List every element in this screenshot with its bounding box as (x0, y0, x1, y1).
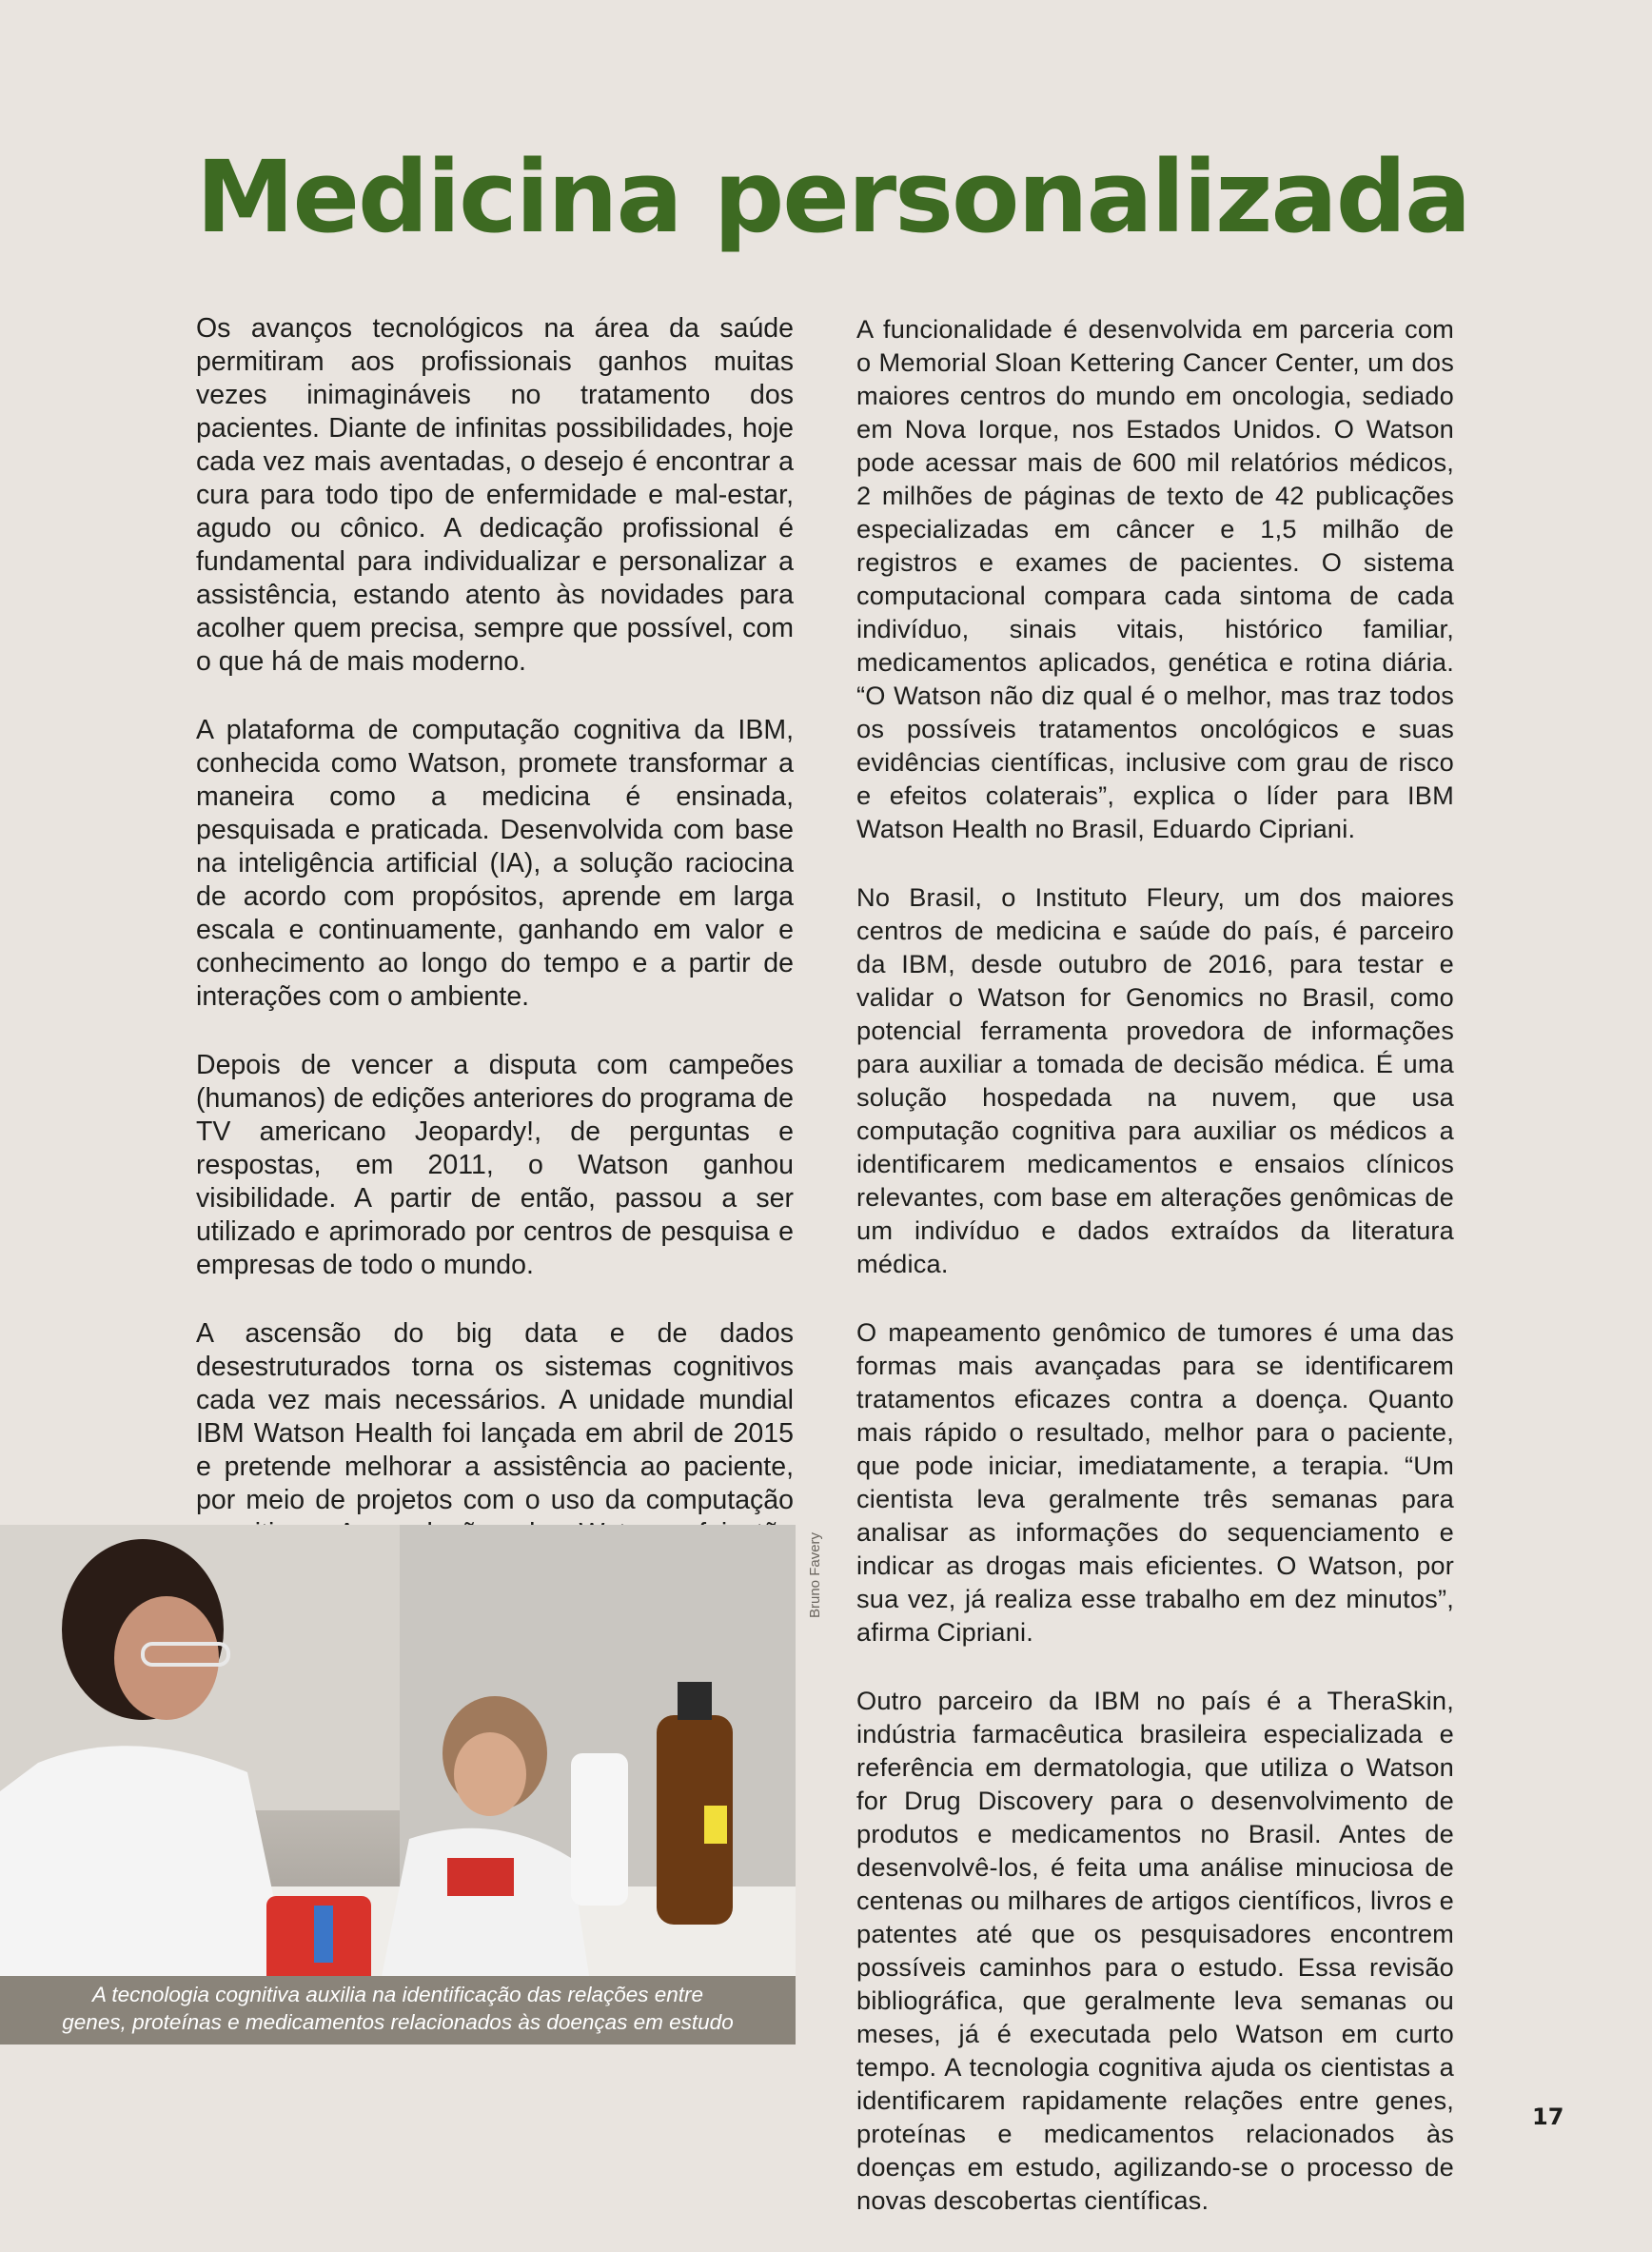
paragraph: No Brasil, o Instituto Fleury, um dos maiores centros de medicina e saúde do país, é parceiro da IBM, desde outubro de 2016, para testar e validar o Watson for Genomics no Brasil, como potencial ferramenta provedora de informações para auxiliar a tomada de decisão médica. É uma solução hospedada na nuvem, que usa computação cognitiva para auxiliar os médicos a identificarem medicamentos e ensaios clínicos relevantes, com base em alterações genômicas de um indivíduo e dados extraídos da literatura médica. (856, 882, 1454, 1278)
left-column (196, 312, 794, 1719)
paragraph: A ascensão do big data e de dados desestruturados torna os sistemas cognitivos cada vez mais necessários. A unidade mundial IBM Watson Health foi lançada em abril de 2015 e pretende melhorar a assistência ao paciente, por meio de projetos com o uso da computação (196, 1318, 794, 1515)
caption-line: genes, proteínas e medicamentos relacionados às doenças em estudo (62, 2010, 734, 2034)
right-column (856, 312, 1454, 2252)
photo-credit: Bruno Favery (807, 1531, 823, 1618)
paragraph: A plataforma de computação cognitiva da IBM, conhecida como Watson, promete transformar a maneira como a medicina é ensinada, pesquisada e praticada. Desenvolvida com base na inteligência artificial (IA), a solução raciocina de acordo com propósitos, aprende em larga escala e continuamente, ganhando em valor e conhecimento ao longo do tempo e a partir de interações com o ambiente. (196, 715, 794, 1012)
paragraph: Os avanços tecnológicos na área da saúde permitiram aos profissionais ganhos muitas vezes inimagináveis no tratamento dos pacientes. Diante de infinitas possibilidades, hoje cada vez mais aventadas, o desejo é encontrar a cura para todo tipo de enfermidade e mal-estar, agudo ou cônico. A dedicação profissional é fundamental para individualizar e personalizar a assistência, estando atento às novidades para acolher quem precisa, sempre que possível, com o que há de mais moderno. (196, 313, 794, 677)
caption-line: A tecnologia cognitiva auxilia na identificação das relações entre (91, 1983, 704, 2006)
paragraph: O mapeamento genômico de tumores é uma das formas mais avançadas para se identificarem tratamentos eficazes contra a doença. Quanto mais rápido o resultado, melhor para o paciente, que pode iniciar, imediatamente, a terapia. “Um cientista leva geralmente três semanas para analisar as informações do sequenciamento e indicar as drogas mais eficientes. O Watson, por sua vez, já realiza esse trabalho em dez minutos”, afirma Cipriani. (856, 1317, 1454, 1647)
page-title: Medicina personalizada (196, 139, 1470, 255)
lab-photo (0, 1525, 796, 2045)
paragraph: Depois de vencer a disputa com campeões (humanos) de edições anteriores do programa de TV americano Jeopardy!, de perguntas e respostas, em 2011, o Watson ganhou visibilidade. A partir de então, passou a ser utilizado e aprimorado por centros de pesquisa e empresas de todo o mundo. (196, 1050, 794, 1280)
paragraph: A funcionalidade é desenvolvida em parceria com o Memorial Sloan Kettering Cancer Center, um dos maiores centros do mundo em oncologia, sediado em Nova Iorque, nos Estados Unidos. O Watson pode acessar mais de 600 mil relatórios médicos, 2 milhões de páginas de texto de 42 publicações especializadas em câncer e 1,5 milhão de registros e exames de pacientes. O sistema computacional compara cada sintoma de cada indivíduo, sinais vitais, histórico familiar, medicamentos aplicados, genética e rotina diária. “O Watson não diz qual é o melhor, mas traz todos os possíveis tratamentos oncológicos e suas evidências científicas, inclusive com grau de risco e efeitos colaterais”, explica o líder para IBM Watson Health no Brasil, Eduardo Cipriani. (856, 314, 1454, 843)
photo-caption (57, 1981, 738, 2036)
paragraph: Outro parceiro da IBM no país é a TheraSkin, indústria farmacêutica brasileira especializada e referência em dermatologia, que utiliza o Watson for Drug Discovery para o desenvolvimento de produtos e medicamentos no Brasil. Antes de desenvolvê-los, é feita uma análise minuciosa de centenas ou milhares de artigos científicos, livros e patentes até que os pesquisadores encontrem possíveis caminhos para o estudo. Essa revisão bibliográfica, que geralmente leva semanas ou meses, já é executada pelo Watson em curto tempo. A tecnologia cognitiva ajuda os cientistas a identificarem rapidamente relações entre genes, proteínas e medicamentos relacionados às doenças em estudo, agilizando-se o processo de novas descobertas científicas. (856, 1686, 1454, 2215)
page-number: 17 (1532, 2104, 1564, 2130)
